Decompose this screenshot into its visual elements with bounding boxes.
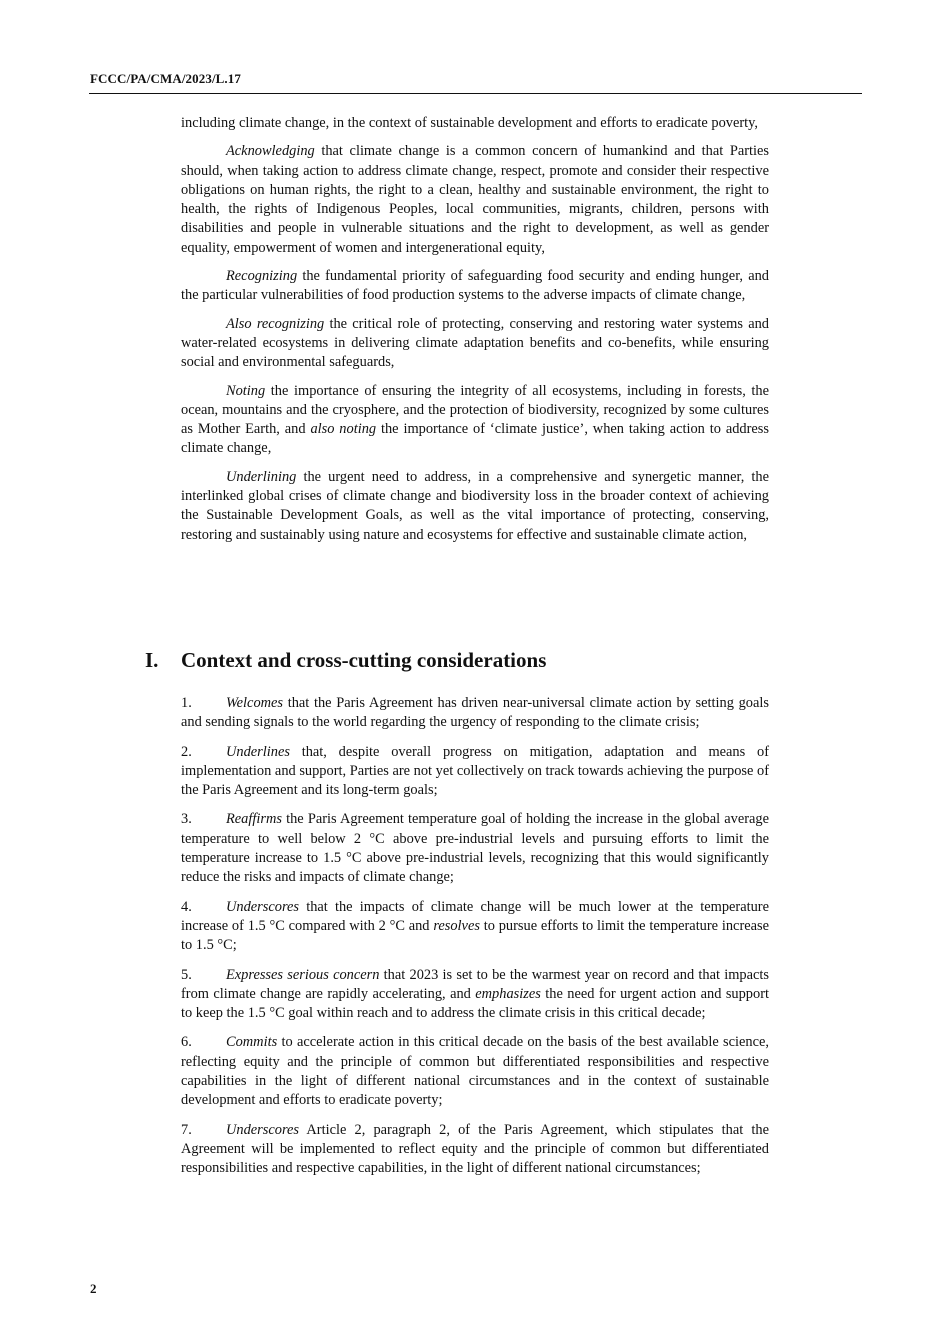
operative-lead: Underscores <box>226 1121 300 1138</box>
preamble-paragraph <box>181 382 769 459</box>
operative-paragraph <box>181 1033 769 1110</box>
preamble-text: the critical role of protecting, conserving and restoring water systems and water-related ecosystems in delivering climate adaptation benefits and co-benefits, while ensuring social and environmental safeguards, <box>181 315 769 371</box>
preamble-lead: Also recognizing <box>226 315 325 332</box>
section-title: Context and cross-cutting considerations <box>181 648 547 672</box>
operative-text: to accelerate action in this critical decade on the basis of the best available science, reflecting equity and the principle of common but differentiated responsibilities and respective capabilities in the light of different national circumstances and in the context of sustainable development and efforts to eradicate poverty; <box>181 1034 769 1109</box>
operative-paragraph <box>181 694 769 733</box>
paragraph-number: 7. <box>181 1121 192 1138</box>
operative-text: that, despite overall progress on mitigation, adaptation and means of implementation and support, Parties are not yet collectively on track towards achieving the purpose of the Paris Agreement and its long-term goals; <box>181 743 769 799</box>
operative-lead: Underlines <box>226 743 290 760</box>
preamble-block <box>181 114 769 554</box>
paragraph-number: 5. <box>181 966 192 983</box>
preamble-text: that climate change is a common concern of humankind and that Parties should, when taking action to address climate change, respect, promote and consider their respective obligations on human rights, the right to a clean, healthy and sustainable environment, the right to health, the rights of Indigenous Peoples, local communities, migrants, children, persons with disabilities and people in vulnerable situations and the right to development, as well as gender equality, empowerment of women and intergenerational equity, <box>181 143 769 256</box>
operative-text: Article 2, paragraph 2, of the Paris Agreement, which stipulates that the Agreement will be implemented to reflect equity and the principle of common but differentiated responsibilities and respective capabilities, in the light of different national circumstances; <box>181 1121 769 1177</box>
paragraph-number: 3. <box>181 811 192 828</box>
preamble-text: the urgent need to address, in a comprehensive and synergetic manner, the interlinked global crises of climate change and biodiversity loss in the broader context of achieving the Sustainable Development Goals, as well as the vital importance of protecting, conserving, restoring and sustainably using nature and ecosystems for effective and sustainable climate action, <box>181 468 769 543</box>
operative-text: to pursue efforts to limit the temperature increase to 1.5 °C; <box>181 917 769 954</box>
paragraph-number: 4. <box>181 898 192 915</box>
preamble-lead: Recognizing <box>226 268 298 285</box>
header-rule <box>89 93 862 94</box>
operative-lead: Underscores <box>226 898 300 915</box>
operative-text: that 2023 is set to be the warmest year on record and that impacts from climate change are rapidly accelerating, and <box>181 966 769 1002</box>
preamble-inline-lead: also noting <box>310 421 377 438</box>
paragraph-number: 1. <box>181 695 192 711</box>
operative-text: the need for urgent action and support to keep the 1.5 °C goal within reach and to address the climate crisis in this critical decade; <box>181 985 769 1022</box>
operative-inline-lead: resolves <box>433 917 480 934</box>
operative-paragraph <box>181 743 769 801</box>
operative-lead: Expresses serious concern <box>226 966 380 983</box>
preamble-paragraph <box>181 315 769 373</box>
preamble-text: the importance of ensuring the integrity of all ecosystems, including in forests, the ocean, mountains and the cryosphere, and the protection of biodiversity, recognized by some cultures as Mother Earth, and <box>181 382 769 438</box>
section-heading <box>145 648 845 673</box>
operative-lead: Welcomes <box>226 695 284 711</box>
paragraph-number: 2. <box>181 743 192 760</box>
operative-paragraph <box>181 966 769 1024</box>
preamble-lead: Noting <box>226 382 266 399</box>
preamble-lead: Underlining <box>226 468 297 485</box>
operative-text: the Paris Agreement temperature goal of holding the increase in the global average temperature to well below 2 °C above pre-industrial levels and pursuing efforts to limit the temperature increase to 1.5 °C above pre-industrial levels, recognizing that this would significantly reduce the risks and impacts of climate change; <box>181 811 769 886</box>
operative-text: that the Paris Agreement has driven near-universal climate action by setting goals and sending signals to the world regarding the urgency of responding to the climate crisis; <box>181 695 769 731</box>
page-number: 2 <box>90 1281 97 1296</box>
operative-lead: Reaffirms <box>226 811 282 828</box>
paragraph-number: 6. <box>181 1034 192 1051</box>
preamble-continuation: including climate change, in the context of sustainable development and efforts to eradicate poverty, <box>181 115 759 131</box>
preamble-paragraph <box>181 142 769 258</box>
operative-inline-lead: emphasizes <box>475 985 541 1002</box>
operative-paragraph <box>181 810 769 887</box>
preamble-text: the fundamental priority of safeguarding food security and ending hunger, and the particular vulnerabilities of food production systems to the adverse impacts of climate change, <box>181 268 769 304</box>
preamble-paragraph <box>181 468 769 545</box>
operative-block <box>181 694 769 1189</box>
operative-paragraph <box>181 898 769 956</box>
section-number: I. <box>145 648 159 672</box>
document-symbol: FCCC/PA/CMA/2023/L.17 <box>90 71 241 86</box>
preamble-paragraph <box>181 267 769 306</box>
preamble-text: the importance of ‘climate justice’, when taking action to address climate change, <box>181 421 769 457</box>
preamble-lead: Acknowledging <box>226 143 315 160</box>
operative-paragraph <box>181 1121 769 1179</box>
operative-text: that the impacts of climate change will be much lower at the temperature increase of 1.5 °C compared with 2 °C and <box>181 898 769 934</box>
operative-lead: Commits <box>226 1034 278 1051</box>
